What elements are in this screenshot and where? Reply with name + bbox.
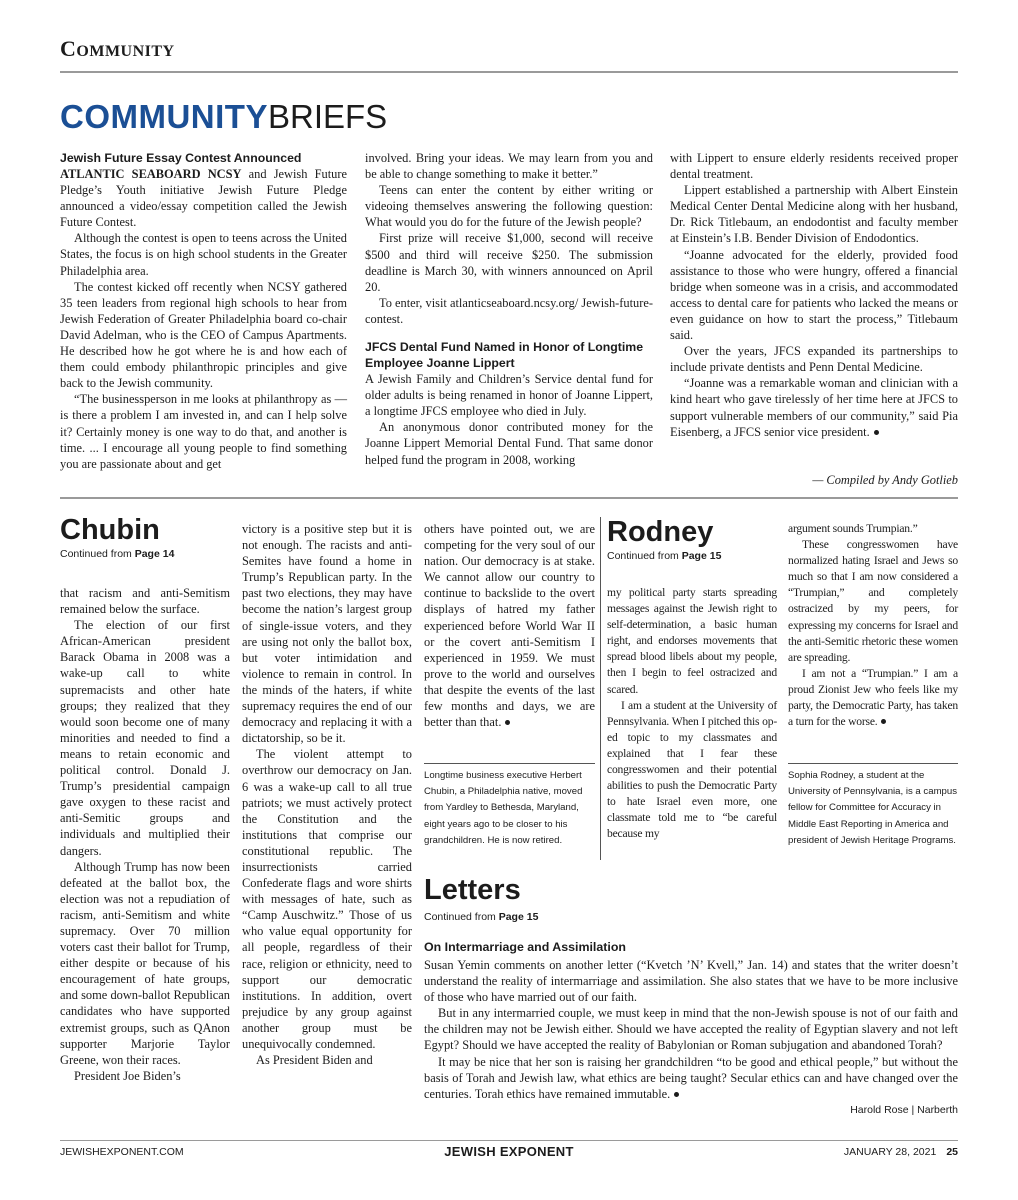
paragraph	[242, 746, 412, 1052]
footer-date-text: JANUARY 28, 2021	[843, 1146, 937, 1158]
paragraph-text: President Joe Biden’s	[74, 1068, 181, 1083]
paragraph-text: that racism and anti-Semitism remained below the surface.	[60, 586, 230, 617]
chubin-column-1	[60, 585, 230, 1084]
end-mark-icon	[881, 719, 886, 724]
paragraph	[670, 343, 958, 375]
letters-signature: Harold Rose | Narberth	[850, 1104, 958, 1116]
paragraph-text: I am not a “Trumpian.” I am a proud Zionist Jew who feels like my party, the Democratic Party, has taken a turn for the worse.	[788, 666, 958, 729]
paragraph	[60, 391, 347, 471]
paragraph	[788, 666, 958, 730]
letters-continued	[424, 911, 538, 923]
paragraph-text: “Joanne was a remarkable woman and clinician with a kind heart who gave tirelessly of her time here at JFCS to support vulnerable members of our community,” said Pia Eisenberg, a JFCS senior vice president.	[670, 376, 958, 439]
paragraph	[607, 698, 777, 843]
paragraph	[242, 521, 412, 746]
footer-publication-name: JEWISH EXPONENT	[444, 1144, 574, 1159]
paragraph-text: But in any intermarried couple, we must keep in mind that the non-Jewish spouse is not of our faith and the children may not be Jewish either. Should we have accepted the reality of Egyptian slavery and not left Egypt? Should we have accepted the reality of Babylonian or Roman subjugation and abandoned Torah?	[424, 1006, 958, 1053]
paragraph-text: The contest kicked off recently when NCSY gathered 35 teen leaders from regional high schools to hear from Jewish Federation of Greater Philadelphia board co-chair David Adelman, who is the CEO of Campus Apartments. He described how he got where he is and how each of them could embody philanthropic principles and give back to the Jewish community.	[60, 279, 347, 391]
paragraph	[607, 585, 777, 698]
chubin-continued-page: Page 14	[134, 548, 175, 560]
end-mark-icon	[505, 720, 510, 725]
paragraph	[365, 230, 653, 294]
briefs-column-2	[365, 150, 653, 468]
rodney-continued	[607, 550, 721, 562]
briefs-divider	[60, 497, 958, 499]
paragraph	[670, 375, 958, 439]
paragraph-text: “Joanne advocated for the elderly, provided food assistance to those who were hungry, offered a financial bridge when someone was in a crisis, and accommodated access to dental care for patients who lacked the means or even guidance on how to start the process,” Titlebaum said.	[670, 247, 958, 343]
paragraph	[242, 1052, 412, 1068]
paragraph	[365, 150, 653, 182]
letters-body	[424, 957, 958, 1102]
paragraph-text: An anonymous donor contributed money for the Joanne Lippert Memorial Dental Fund. That same donor helped fund the program in 2008, working	[365, 420, 653, 467]
lead-in: ATLANTIC SEABOARD NCSY	[60, 167, 242, 181]
rodney-column-1	[607, 585, 777, 843]
briefs-byline: — Compiled by Andy Gotlieb	[812, 473, 958, 487]
chubin-column-3	[424, 521, 595, 730]
paragraph	[424, 1005, 958, 1053]
rodney-author-bio: Sophia Rodney, a student at the University of Pennsylvania, is a campus fellow for Committee for Accuracy in Middle East Reporting in America and president of Jewish Heritage Programs.	[788, 763, 958, 849]
paragraph	[424, 957, 958, 1005]
paragraph	[60, 1068, 230, 1084]
paragraph-gap	[365, 327, 653, 339]
paragraph-text: The election of our first African-American president Barack Obama in 2008 was a wake-up call to white supremacists and other hate groups; they realized that they would soon become one of many minorities and needed to find a means to retain economic and political control. Donald J. Trump’s presidential campaign gave oxygen to these racist and anti-Semitic groups and individuals and multiplied their dangers.	[60, 618, 230, 858]
paragraph-text: As President Biden and	[256, 1053, 373, 1068]
paragraph	[60, 279, 347, 392]
paragraph-text: involved. Bring your ideas. We may learn from you and be able to change something to make it better.”	[365, 151, 653, 182]
chubin-continued-prefix: Continued from	[60, 548, 135, 560]
paragraph-text: JFCS Dental Fund Named in Honor of Longtime Employee Joanne Lippert	[365, 340, 644, 371]
paragraph-text: First prize will receive $1,000, second will receive $500 and third will receive $250. The submission deadline is March 30, with winners announced on April 20.	[365, 231, 653, 294]
end-mark-icon	[874, 430, 879, 435]
paragraph-text: Over the years, JFCS expanded its partnerships to include private dentists and Penn Dental Medicine.	[670, 344, 958, 375]
paragraph	[670, 150, 958, 182]
paragraph-text: These congresswomen have normalized hating Israel and Jews so much so that I am now considered a “Trumpian,” and completely ostracized by my peers, for expressing my concerns for Israel and the anti-Semitic rhetoric these women are spreading.	[788, 538, 958, 664]
footer-divider	[60, 1140, 958, 1141]
paragraph	[365, 371, 653, 419]
paragraph	[670, 247, 958, 344]
paragraph-text: I am a student at the University of Pennsylvania. When I pitched this op-ed topic to my classmates and explained that I fear these congresswomen and their potential abilities to push the Democratic Party to hate Israel even more, one classmate told me to “be careful because my	[607, 698, 777, 841]
letters-continued-prefix: Continued from	[424, 911, 499, 923]
paragraph-text: A Jewish Family and Children’s Service dental fund for older adults is being renamed in honor of Joanne Lippert, a longtime JFCS employee who died in July.	[365, 372, 653, 419]
paragraph-text: argument sounds Trumpian.”	[788, 522, 918, 535]
section-header-initial: C	[60, 36, 77, 61]
paragraph	[788, 521, 958, 537]
briefs-title-light: BRIEFS	[267, 98, 388, 135]
section-header-rest: OMMUNITY	[76, 43, 175, 60]
paragraph	[60, 230, 347, 278]
footer-date	[844, 1146, 958, 1158]
paragraph-text: Jewish Future Essay Contest Announced	[60, 151, 302, 165]
section-header	[60, 36, 175, 62]
paragraph	[365, 295, 653, 327]
letters-continued-page: Page 15	[498, 911, 539, 923]
paragraph-text: The violent attempt to overthrow our democracy on Jan. 6 was a wake-up call to all true patriots; we must actively protect the Constitution and the institutions that comprise our constitutional republic. The insurrectionists carried Confederate flags and wore shirts with messages of hate, such as “Camp Auschwitz.” Those of us who value equal opportunity for all people, regardless of their race, religion or ethnicity, need to support our democratic institutions. In addition, overt prejudice by any group against another group must be unequivocally condemned.	[242, 747, 412, 1051]
letters-title: Letters	[424, 874, 521, 906]
paragraph-text: Susan Yemin comments on another letter (“Kvetch ’N’ Kvell,” Jan. 14) and states that the writer doesn’t understand the reality of intermarriage and assimilation. She also states that we have to be more inclusive of those who have married out of our faith.	[424, 958, 958, 1005]
briefs-title	[60, 100, 387, 133]
paragraph-text: Although the contest is open to teens across the United States, the focus is on high school students in the Greater Philadelphia area.	[60, 231, 347, 278]
briefs-title-bold: COMMUNITY	[60, 98, 268, 135]
paragraph	[424, 521, 595, 730]
paragraph-text: Teens can enter the content by either writing or videoing themselves answering the following question: What would you do for the future of the Jewish people?	[365, 183, 653, 230]
briefs-column-1	[60, 150, 347, 472]
paragraph-text: and Jewish Future Pledge’s Youth initiative Jewish Future Pledge announced a video/essay competition called the Jewish Future Contest.	[60, 167, 347, 230]
end-mark-icon	[674, 1092, 679, 1097]
footer-site-url: JEWISHEXPONENT.COM	[60, 1146, 184, 1158]
rodney-column-2	[788, 521, 958, 730]
chubin-column-2	[242, 521, 412, 1068]
rodney-title: Rodney	[607, 516, 714, 548]
paragraph	[365, 419, 653, 467]
chubin-rodney-divider	[600, 517, 601, 860]
paragraph	[670, 182, 958, 246]
rodney-continued-page: Page 15	[681, 550, 722, 562]
paragraph-text: with Lippert to ensure elderly residents received proper dental treatment.	[670, 151, 958, 182]
subhead	[365, 339, 653, 371]
section-divider	[60, 71, 958, 73]
briefs-column-3	[670, 150, 958, 440]
paragraph	[424, 1054, 958, 1102]
paragraph-text: “The businessperson in me looks at philanthropy as — is there a problem I am invested in, and can I help solve it? Certainly money is one way to do that, and another is time. ... I encourage all young people to find something you are passionate about and get	[60, 392, 347, 471]
paragraph-text: others have pointed out, we are competing for the very soul of our nation. Our democracy is at stake. We cannot allow our country to continue to backslide to the overt displays of hatred my father experienced before World War II or the covert anti-Semitism I experienced in 1959. We must prove to the world and ourselves that despite the events of the last few months and days, we are better than that.	[424, 522, 595, 730]
paragraph-text: To enter, visit atlanticseaboard.ncsy.org/ Jewish-future-contest.	[365, 295, 653, 326]
subhead	[60, 150, 347, 166]
paragraph	[60, 859, 230, 1068]
chubin-author-bio: Longtime business executive Herbert Chubin, a Philadelphia native, moved from Yardley to Bethesda, Maryland, eight years ago to be closer to his grandchildren. He is now retired.	[424, 763, 595, 849]
paragraph-text: Lippert established a partnership with Albert Einstein Medical Center Dental Medicine along with her husband, Dr. Rick Titlebaum, an endodontist and faculty member at Einstein’s I.B. Bender Division of Endodontics.	[670, 183, 958, 246]
paragraph-text: Although Trump has now been defeated at the ballot box, the election was not a repudiation of racism, anti-Semitism and white supremacy. Over 70 million voters cast their ballot for Trump, either despite or because of his encouragement of hate groups, and some down-ballot Republican candidates who have supported extremist groups, such as QAnon supporter Marjorie Taylor Greene, won their races.	[60, 859, 230, 1067]
paragraph	[60, 617, 230, 858]
paragraph-text: It may be nice that her son is raising her grandchildren “to be good and ethical people,” but without the basis of Torah and Jewish law, what ethics are being taught? Secular ethics can and have changed over the centuries. Torah ethics have remained immutable.	[424, 1054, 958, 1101]
footer-page-number: 25	[946, 1146, 958, 1158]
paragraph-text: my political party starts spreading messages against the Jewish right to self-determination, a basic human right, and endorses movements that spread blood libels about my people, then I begin to feel ostracized and scared.	[607, 586, 777, 696]
paragraph	[365, 182, 653, 230]
paragraph	[788, 537, 958, 666]
paragraph-text: victory is a positive step but it is not enough. The racists and anti-Semites have found a home in Trump’s Republican party. In the past two elections, they may have become the nation’s largest group of single-issue voters, and they are using not only the ballot box, but voter intimidation and violence to remain in control. In the minds of the haters, if white supremacy requires the end of our democracy and replacing it with a dictatorship, so be it.	[242, 522, 412, 746]
rodney-continued-prefix: Continued from	[607, 550, 682, 562]
paragraph	[60, 166, 347, 230]
paragraph	[60, 585, 230, 617]
chubin-title: Chubin	[60, 514, 160, 546]
letters-headline: On Intermarriage and Assimilation	[424, 940, 626, 954]
chubin-continued	[60, 548, 174, 560]
